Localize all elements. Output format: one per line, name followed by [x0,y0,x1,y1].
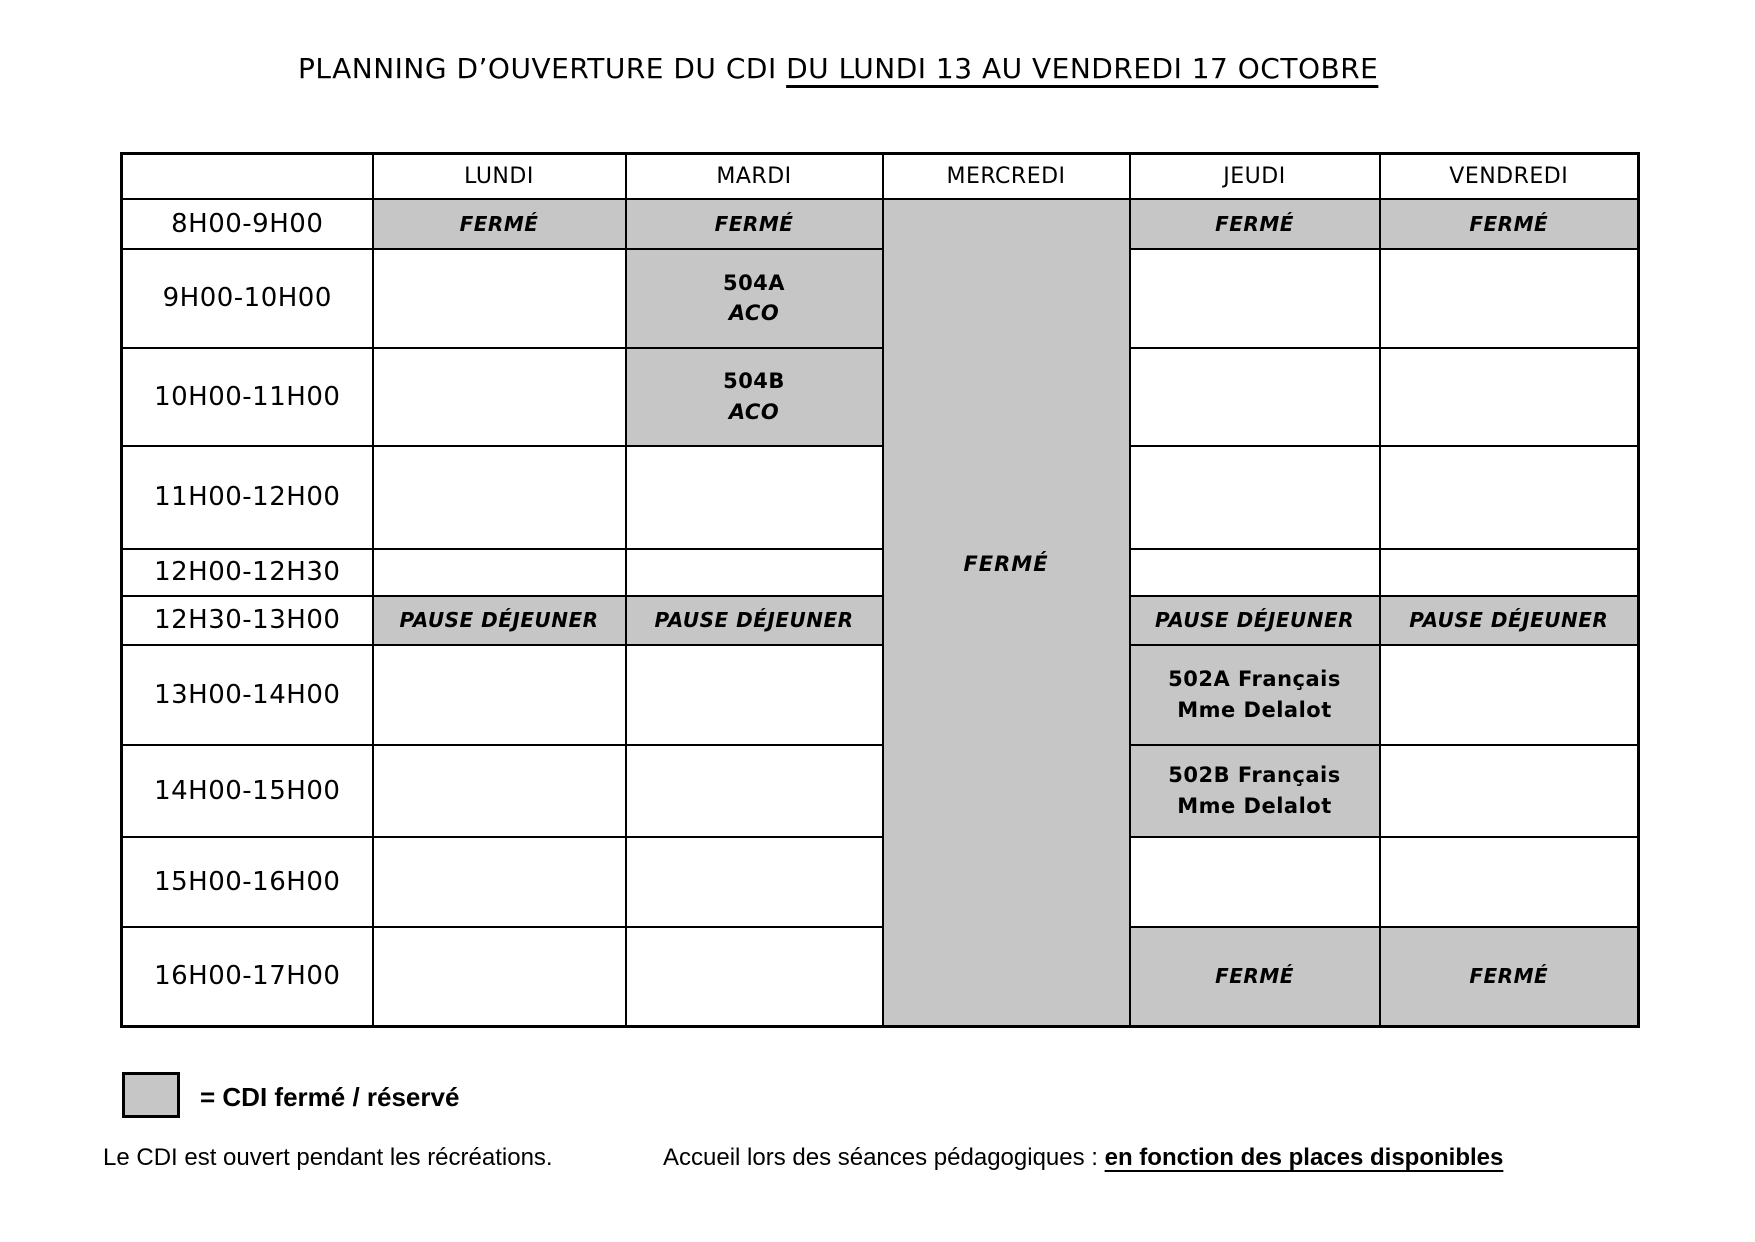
legend-closed-swatch [122,1072,180,1118]
cell-lundi-12h30: PAUSE DÉJEUNER [373,596,626,645]
cell-lundi-12h00 [373,549,626,596]
cell-vendredi-14h00 [1380,745,1639,837]
cell-mardi-12h00 [626,549,883,596]
row-14h00-15h00 [122,745,1639,837]
col-header-mercredi: MERCREDI [883,154,1130,199]
cell-lundi-9h00 [373,249,626,348]
col-header-vendredi: VENDREDI [1380,154,1639,199]
col-header-mardi: MARDI [626,154,883,199]
teacher-name: Mme Delalot [1177,793,1332,818]
row-8h00-9h00 [122,199,1639,249]
cell-mardi-15h00 [626,837,883,927]
cell-vendredi-12h00 [1380,549,1639,596]
cell-jeudi-14h00 [1130,745,1380,837]
legend-closed-label: = CDI fermé / réservé [200,1082,460,1112]
class-code: 504A [722,270,786,295]
cell-vendredi-15h00 [1380,837,1639,927]
time-slot-9h00-10h00: 9H00-10H00 [122,249,373,348]
cell-lundi-13h00 [373,645,626,745]
cell-jeudi-12h30: PAUSE DÉJEUNER [1130,596,1380,645]
row-12h30-13h00 [122,596,1639,645]
cell-mardi-10h00 [626,348,883,446]
class-code: 504B [723,369,785,394]
time-slot-13h00-14h00: 13H00-14H00 [122,645,373,745]
cell-jeudi-13h00 [1130,645,1380,745]
cell-lundi-8h00: FERMÉ [373,199,626,249]
cell-jeudi-12h00 [1130,549,1380,596]
cell-jeudi-11h00 [1130,446,1380,549]
cell-vendredi-11h00 [1380,446,1639,549]
cell-vendredi-13h00 [1380,645,1639,745]
cell-mardi-9h00 [626,249,883,348]
time-slot-12h00-12h30: 12H00-12H30 [122,549,373,596]
time-slot-11h00-12h00: 11H00-12H00 [122,446,373,549]
cell-mardi-14h00 [626,745,883,837]
row-9h00-10h00 [122,249,1639,348]
cell-jeudi-10h00 [1130,348,1380,446]
cell-jeudi-16h00: FERMÉ [1130,927,1380,1027]
cell-mardi-16h00 [626,927,883,1027]
cell-jeudi-15h00 [1130,837,1380,927]
cell-vendredi-12h30: PAUSE DÉJEUNER [1380,596,1639,645]
cell-jeudi-8h00: FERMÉ [1130,199,1380,249]
time-slot-10h00-11h00: 10H00-11H00 [122,348,373,446]
row-11h00-12h00 [122,446,1639,549]
row-16h00-17h00 [122,927,1639,1027]
time-slot-12h30-13h00: 12H30-13H00 [122,596,373,645]
cell-vendredi-10h00 [1380,348,1639,446]
class-code: 502B Français [1168,763,1341,788]
planning-table [120,152,1640,1028]
class-subject: ACO [728,399,780,424]
time-slot-16h00-17h00: 16H00-17H00 [122,927,373,1027]
class-code: 502A Français [1168,667,1341,692]
cell-mardi-12h30: PAUSE DÉJEUNER [626,596,883,645]
cell-mercredi-ferme-merged [883,199,1130,1027]
footer-accueil-text: Accueil lors des séances pédagogiques : [663,1144,1105,1171]
page-title [298,52,1378,85]
cell-lundi-15h00 [373,837,626,927]
footer-note-accueil [663,1144,1503,1172]
title-text: PLANNING D’OUVERTURE DU CDI [298,52,787,85]
cell-mardi-8h00: FERMÉ [626,199,883,249]
teacher-name: Mme Delalot [1177,697,1332,722]
cell-jeudi-9h00 [1130,249,1380,348]
cell-lundi-11h00 [373,446,626,549]
mercredi-ferme-label: FERMÉ [963,552,1049,577]
cell-lundi-16h00 [373,927,626,1027]
footer-note-recreations: Le CDI est ouvert pendant les récréations. [103,1144,553,1171]
cell-lundi-10h00 [373,348,626,446]
cell-vendredi-16h00: FERMÉ [1380,927,1639,1027]
header-row [122,154,1639,199]
cell-lundi-14h00 [373,745,626,837]
cell-vendredi-8h00: FERMÉ [1380,199,1639,249]
time-slot-15h00-16h00: 15H00-16H00 [122,837,373,927]
header-empty-cell [122,154,373,199]
row-10h00-11h00 [122,348,1639,446]
time-slot-8h00-9h00: 8H00-9H00 [122,199,373,249]
time-slot-14h00-15h00: 14H00-15H00 [122,745,373,837]
cell-mardi-13h00 [626,645,883,745]
col-header-jeudi: JEUDI [1130,154,1380,199]
cell-vendredi-9h00 [1380,249,1639,348]
row-12h00-12h30 [122,549,1639,596]
row-13h00-14h00 [122,645,1639,745]
title-date-range: DU LUNDI 13 AU VENDREDI 17 OCTOBRE [786,52,1379,85]
footer-places-disponibles: en fonction des places disponibles [1104,1144,1504,1171]
col-header-lundi: LUNDI [373,154,626,199]
row-15h00-16h00 [122,837,1639,927]
cell-mardi-11h00 [626,446,883,549]
class-subject: ACO [728,301,780,325]
